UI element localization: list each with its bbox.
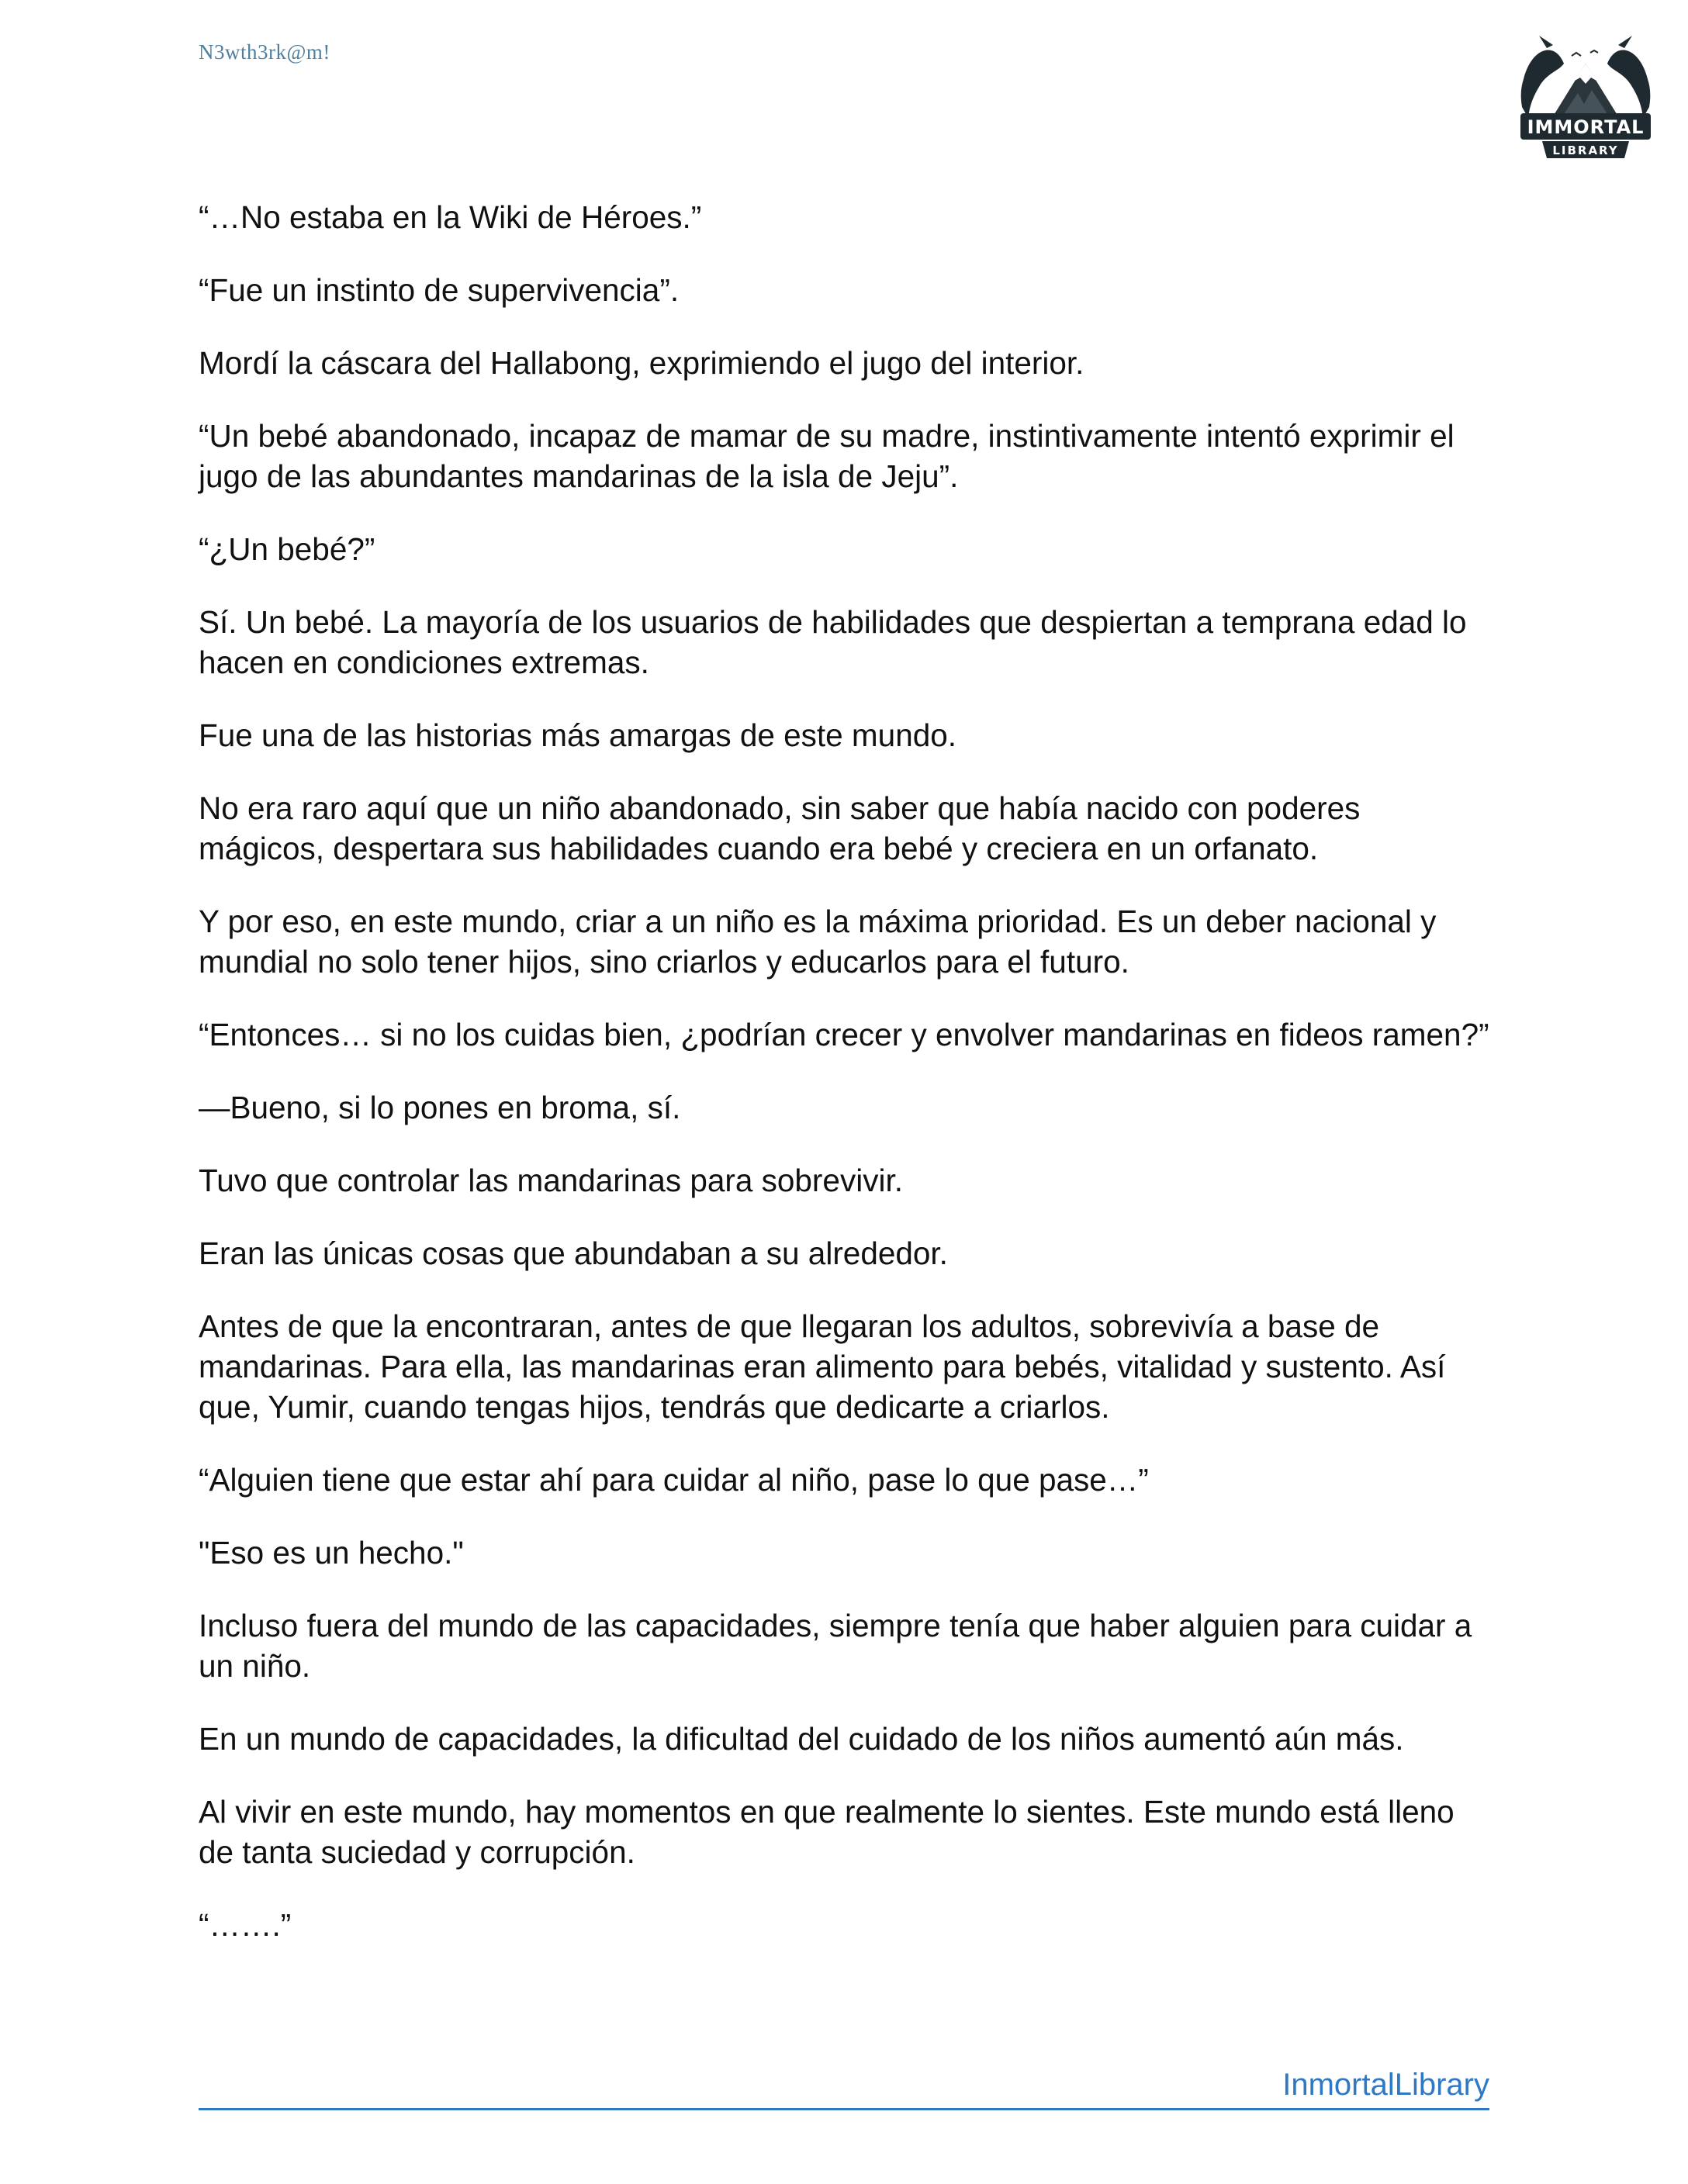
paragraph: Antes de que la encontraran, antes de que llegaran los adultos, sobrevivía a base de mandarinas. Para ella, las mandarinas eran alimento para bebés, vitalidad y sustento. Así que, Yumir, cuando tengas hijos, tendrás que dedicarte a criarlos.	[199, 1308, 1446, 1425]
paragraph: “…No estaba en la Wiki de Héroes.”	[199, 199, 702, 235]
paragraph: Sí. Un bebé. La mayoría de los usuarios de habilidades que despiertan a temprana edad lo hacen en condiciones extremas.	[199, 604, 1467, 680]
paragraph: “¿Un bebé?”	[199, 531, 375, 567]
paragraph: “…….”	[199, 1907, 292, 1943]
paragraph: Al vivir en este mundo, hay momentos en que realmente lo sientes. Este mundo está lleno de tanta suciedad y corrupción.	[199, 1794, 1455, 1870]
chapter-text	[199, 197, 1489, 1978]
paragraph: Mordí la cáscara del Hallabong, exprimiendo el jugo del interior.	[199, 345, 1084, 381]
paragraph: Tuvo que controlar las mandarinas para sobrevivir.	[199, 1163, 903, 1198]
paragraph: Y por eso, en este mundo, criar a un niño es la máxima prioridad. Es un deber nacional y mundial no solo tener hijos, sino criarlos y educarlos para el futuro.	[199, 904, 1437, 980]
paragraph: No era raro aquí que un niño abandonado, sin saber que había nacido con poderes mágicos, despertara sus habilidades cuando era bebé y creciera en un orfanato.	[199, 790, 1361, 866]
paragraph: Fue una de las historias más amargas de este mundo.	[199, 717, 957, 753]
watermark-text: N3wth3rk@m!	[199, 40, 330, 64]
paragraph: Eran las únicas cosas que abundaban a su alrededor.	[199, 1235, 948, 1271]
paragraph: “Alguien tiene que estar ahí para cuidar al niño, pase lo que pase…”	[199, 1462, 1149, 1498]
paragraph: —Bueno, si lo pones en broma, sí.	[199, 1090, 681, 1125]
logo-left-dragon-icon	[1521, 50, 1564, 118]
paragraph: “Un bebé abandonado, incapaz de mamar de su madre, instintivamente intentó exprimir el jugo de las abundantes mandarinas de la isla de Jeju”.	[199, 418, 1455, 494]
logo-subtitle: LIBRARY	[1552, 143, 1619, 157]
footer-rule	[199, 2065, 1489, 2110]
paragraph: "Eso es un hecho."	[199, 1535, 464, 1571]
paragraph: Incluso fuera del mundo de las capacidades, siempre tenía que haber alguien para cuidar a un niño.	[199, 1608, 1472, 1684]
logo-title: IMMORTAL	[1527, 116, 1645, 138]
paragraph: “Fue un instinto de supervivencia”.	[199, 272, 680, 308]
paragraph: “Entonces… si no los cuidas bien, ¿podrían crecer y envolver mandarinas en fideos ramen?”	[199, 1017, 1489, 1052]
footer-link[interactable]: InmortalLibrary	[1282, 2068, 1489, 2102]
immortal-library-logo	[1516, 33, 1655, 166]
paragraph: En un mundo de capacidades, la dificultad del cuidado de los niños aumentó aún más.	[199, 1721, 1404, 1757]
logo-right-dragon-icon	[1607, 50, 1650, 118]
